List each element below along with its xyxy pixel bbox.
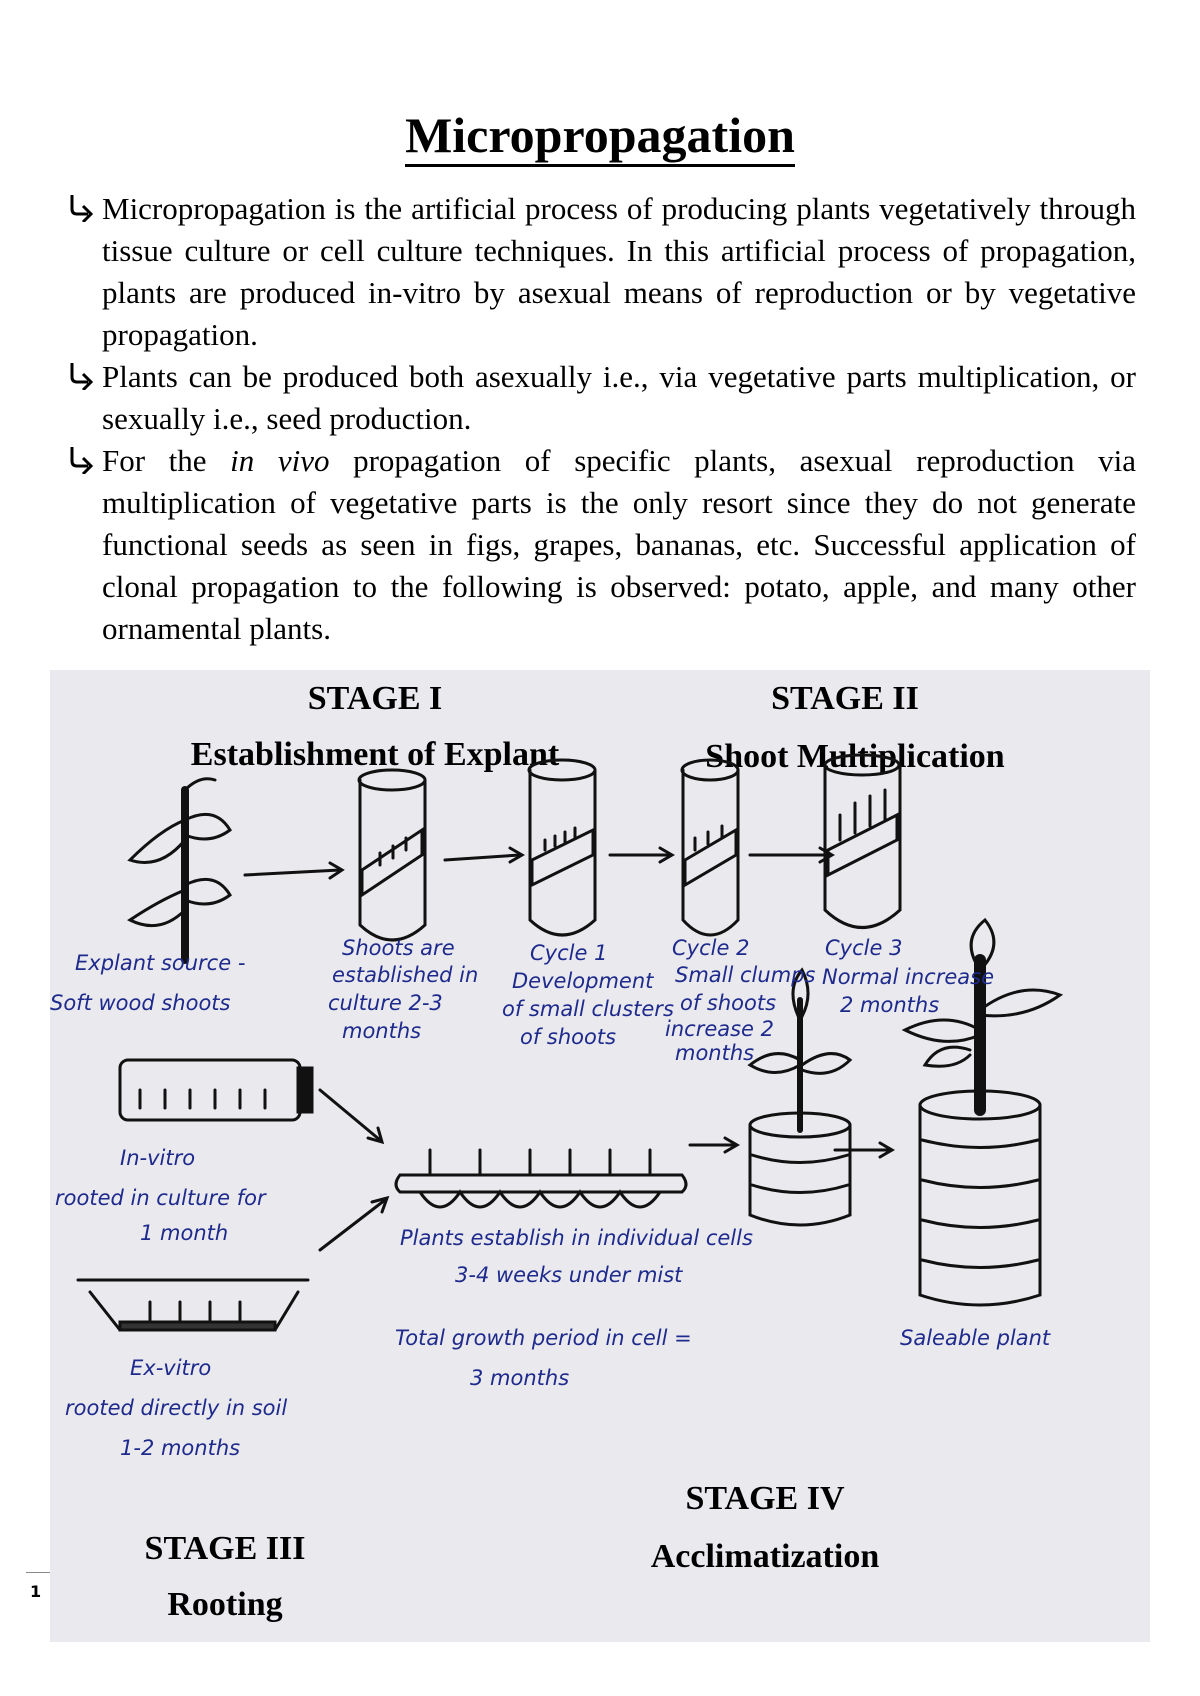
stage-2-title: Shoot Multiplication: [705, 738, 1005, 775]
note-saleable-plant: Saleable plant: [900, 1326, 1051, 1350]
note-explant: Explant source -Soft wood shoots: [50, 951, 246, 1015]
stage-4-title: Acclimatization: [650, 1538, 880, 1575]
stage-2-label: STAGE II: [771, 680, 919, 717]
culture-tube-4-icon: [825, 755, 900, 928]
culture-tube-2-icon: [529, 760, 595, 935]
note-total-growth: Total growth period in cell = 3 months: [395, 1326, 692, 1390]
page-number: 1: [30, 1582, 42, 1601]
curved-arrow-bullet-icon: [66, 360, 96, 390]
bullet-item: For the in vivo propagation of specific plants, asexual reproduction via multiplication of vegetative parts is the only resort since they do not generate functional seeds as seen in figs, grapes, bananas, etc. Successful application of clonal propagation to the following is observed: potato, apple, and many other ornamental plants.: [62, 440, 1136, 650]
note-cycle-1: Cycle 1 Development of small clusters of shoots: [502, 941, 674, 1049]
stage-1-label: STAGE I: [307, 680, 443, 717]
ex-vitro-tray-icon: [78, 1280, 308, 1330]
micropropagation-diagram: [50, 670, 1150, 1642]
flow-arrows: [245, 848, 892, 1250]
page-number-rule: [26, 1572, 50, 1573]
diagram-drawing: [50, 670, 1150, 1642]
in-vitro-container-icon: [120, 1060, 312, 1120]
culture-tube-3-icon: [682, 760, 738, 935]
stage-4-label: STAGE IV: [685, 1480, 845, 1517]
bullet-item: Micropropagation is the artificial process of producing plants vegetatively through tissue culture or cell culture techniques. In this artificial process of propagation, plants are produced in-vitro by asexual means of reproduction or by vegetative propagation.: [62, 188, 1136, 356]
explant-stem-icon: [130, 779, 230, 960]
page-title: Micropropagation: [0, 106, 1200, 164]
curved-arrow-bullet-icon: [66, 444, 96, 474]
note-cycle-2: Cycle 2 Small clumps of shoots increase 2 months: [665, 936, 816, 1065]
stage-3-title: Rooting: [167, 1586, 283, 1623]
cell-tray-icon: [396, 1150, 686, 1207]
stage-1-title: Establishment of Explant: [190, 736, 560, 773]
curved-arrow-bullet-icon: [66, 192, 96, 222]
note-in-vitro: In-vitro rooted in culture for 1 month: [55, 1146, 266, 1245]
note-ex-vitro: Ex-vitro rooted directly in soil 1-2 months: [65, 1356, 288, 1460]
note-shoots-established: Shoots are established in culture 2-3 months: [328, 936, 479, 1043]
note-individual-cells: Plants establish in individual cells 3-4 weeks under mist: [400, 1226, 753, 1287]
note-cycle-3: Cycle 3 Normal increase 2 months: [822, 936, 994, 1017]
stage-3-label: STAGE III: [144, 1530, 306, 1567]
bullet-item: Plants can be produced both asexually i.e., via vegetative parts multiplication, or sexually i.e., seed production.: [62, 356, 1136, 440]
culture-tube-1-icon: [359, 770, 425, 940]
bullet-list: [62, 188, 1136, 650]
